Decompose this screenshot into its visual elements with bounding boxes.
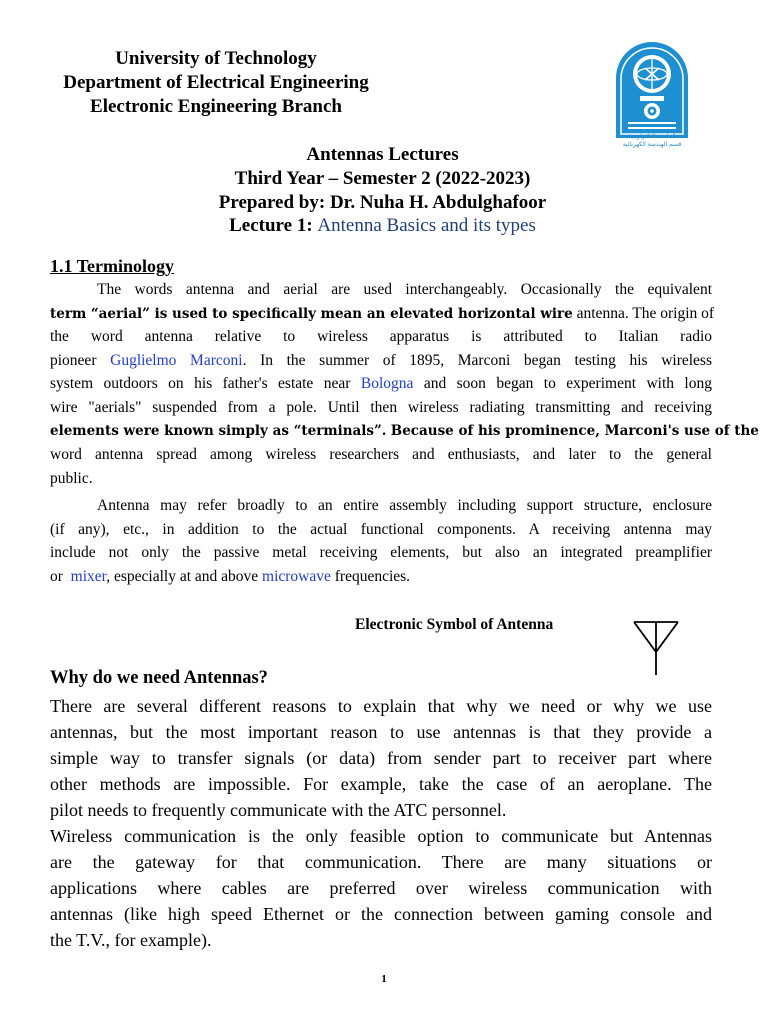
paragraph-line: The words antenna and aerial are used interchangeably. Occasionally the equivalent xyxy=(97,281,712,298)
lecture-series: Antennas Lectures xyxy=(306,144,459,165)
paragraph-line: There are several different reasons to explain that why we need or why we use xyxy=(50,696,712,716)
why-paragraph-1 xyxy=(50,693,712,823)
paragraph-line xyxy=(50,565,712,589)
text-span: antenna. The origin of xyxy=(576,304,715,322)
paragraph-line: pilot needs to frequently communicate with the ATC personnel. xyxy=(50,800,507,820)
department-name: Department of Electrical Engineering xyxy=(63,72,369,93)
logo-caption-line1: الجامعة التكنولوجية xyxy=(628,133,676,140)
university-name: University of Technology xyxy=(115,48,317,69)
paragraph-line: public. xyxy=(50,469,93,487)
section-heading-terminology: 1.1 Terminology xyxy=(50,256,175,276)
section-heading-why: Why do we need Antennas? xyxy=(50,668,268,688)
paragraph-line: applications where cables are preferred over wireless communication with xyxy=(50,878,712,898)
antenna-symbol-caption: Electronic Symbol of Antenna xyxy=(355,616,554,633)
text-span: . In the summer of 1895, Marconi began testing his wireless xyxy=(242,351,712,369)
why-paragraph-2 xyxy=(50,823,712,953)
text-span: frequencies. xyxy=(334,567,411,585)
link-mixer[interactable]: mixer xyxy=(70,567,107,585)
lecture-title-line xyxy=(160,214,605,238)
text-span: and soon began to experiment with long xyxy=(423,375,712,393)
text-span: pioneer xyxy=(50,351,97,369)
paragraph-line: (if any), etc., in addition to the actual functional components. A receiving antenna may xyxy=(50,520,712,538)
paragraph-line: the T.V., for example). xyxy=(50,930,212,950)
lecture-title: Antenna Basics and its types xyxy=(317,215,536,236)
paragraph-line: include not only the passive metal receiving elements, but also an integrated preamplifier xyxy=(50,544,712,562)
paragraph-line: the word antenna relative to wireless apparatus is attributed to Italian radio xyxy=(50,328,712,346)
link-guglielmo-marconi[interactable]: Guglielmo Marconi xyxy=(110,351,243,369)
paragraph-line xyxy=(50,420,759,444)
link-microwave[interactable]: microwave xyxy=(262,567,331,585)
paragraph-line: Antenna may refer broadly to an entire assembly including support structure, enclosure xyxy=(97,497,712,514)
paragraph-line: are the gateway for that communication. There are many situations or xyxy=(50,852,712,872)
bold-terminals: elements were known simply as “terminals”. xyxy=(50,422,387,439)
branch-name: Electronic Engineering Branch xyxy=(90,96,342,117)
antenna-symbol-icon xyxy=(632,619,680,677)
paragraph-line: Wireless communication is the only feasible option to communicate but Antennas xyxy=(50,826,712,846)
terminology-paragraph-2 xyxy=(50,494,712,588)
bold-term-aerial: term “aerial” is used to specifically mean an elevated horizontal wire xyxy=(50,305,573,322)
bold-prominence: Because of his prominence, Marconi's use of the xyxy=(390,422,759,439)
paragraph-line xyxy=(50,349,712,373)
text-span: system outdoors on his father's estate near xyxy=(50,375,351,393)
logo-caption-line2: قسم الهندسة الكهربائية xyxy=(622,141,682,148)
paragraph-line xyxy=(50,302,715,326)
paragraph-line: simple way to transfer signals (or data) from sender part to receiver part where xyxy=(50,748,712,768)
paragraph-line: antennas (like high speed Ethernet or the connection between gaming console and xyxy=(50,904,712,924)
paragraph-line: word antenna spread among wireless researchers and enthusiasts, and later to the general xyxy=(50,446,712,464)
text-span: or xyxy=(50,567,63,585)
paragraph-line: antennas, but the most important reason to use antennas is that they provide a xyxy=(50,722,712,742)
paragraph-line xyxy=(50,372,712,396)
antenna-symbol xyxy=(632,619,680,677)
paragraph-line: other methods are impossible. For example, take the case of an aeroplane. The xyxy=(50,774,712,794)
text-span: , especially at and above xyxy=(106,567,259,585)
year-semester: Third Year – Semester 2 (2022-2023) xyxy=(234,168,531,189)
lecture-prefix: Lecture 1: xyxy=(229,215,313,236)
paragraph-line: wire "aerials" suspended from a pole. Until then wireless radiating transmitting and receiving xyxy=(50,398,712,416)
prepared-by: Prepared by: Dr. Nuha H. Abdulghafoor xyxy=(218,192,547,213)
page-number: 1 xyxy=(381,973,387,985)
terminology-paragraph-1 xyxy=(50,278,759,490)
link-bologna[interactable]: Bologna xyxy=(360,375,414,393)
